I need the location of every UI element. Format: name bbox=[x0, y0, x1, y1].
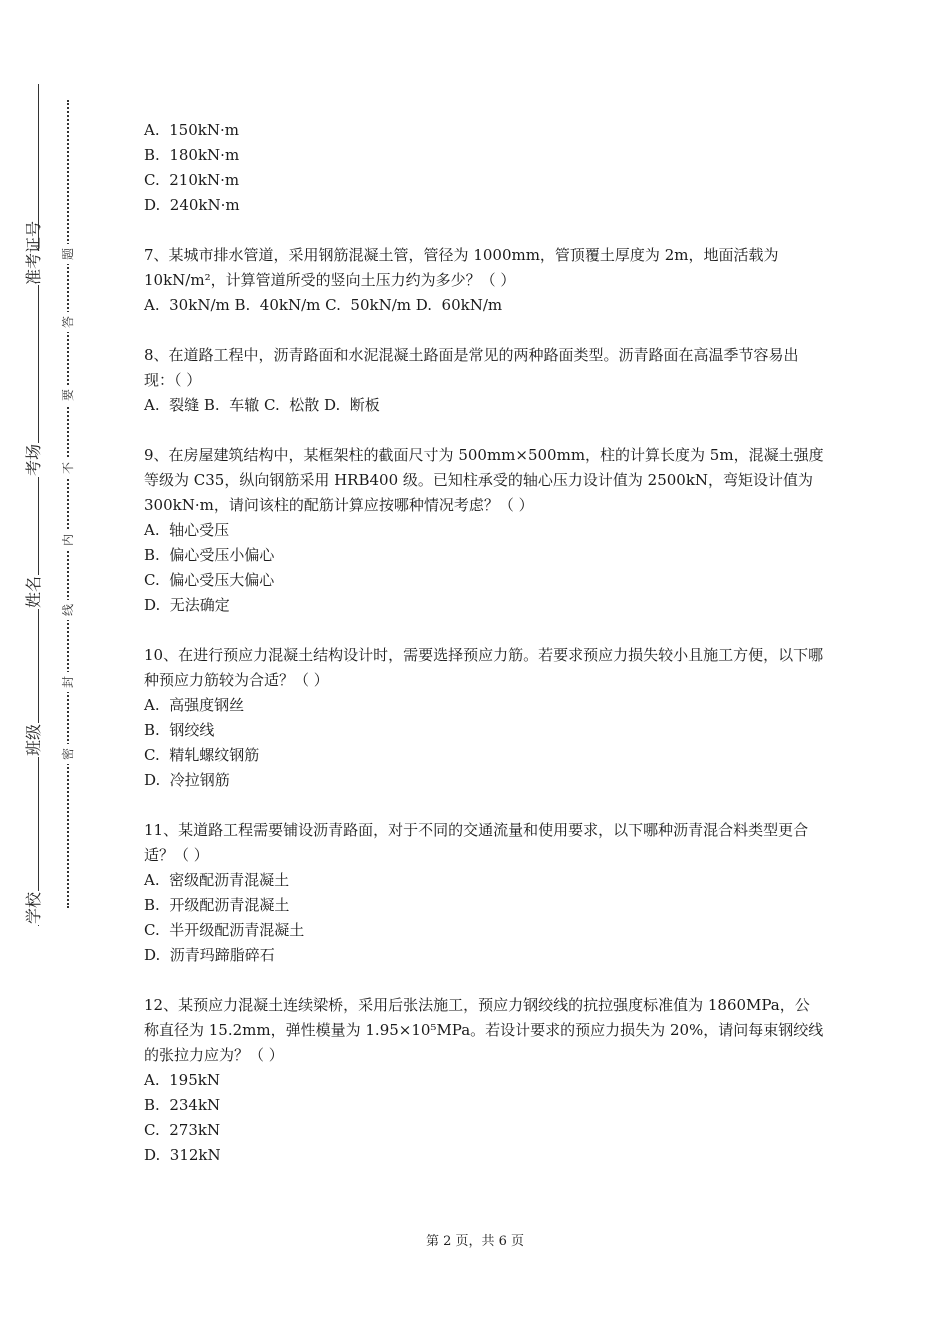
option-a: A. 195kN bbox=[144, 1071, 220, 1089]
question-8 bbox=[144, 343, 824, 418]
option-c: C. 精轧螺纹钢筋 bbox=[144, 746, 260, 764]
option-d: D. 冷拉钢筋 bbox=[144, 771, 230, 789]
option-c: C. 偏心受压大偏心 bbox=[144, 571, 275, 589]
option-d: D. 312kN bbox=[144, 1146, 221, 1164]
exam-room-label: 考场 bbox=[17, 443, 57, 477]
seal-char: 要 bbox=[58, 385, 78, 405]
option-b: B. 钢绞线 bbox=[144, 721, 215, 739]
option-c: C. 210kN·m bbox=[144, 171, 240, 189]
seal-char: 不 bbox=[58, 458, 78, 478]
option-d: D. 240kN·m bbox=[144, 196, 240, 214]
page-number: 第 2 页，共 6 页 bbox=[425, 1234, 525, 1249]
option-b: B. 开级配沥青混凝土 bbox=[144, 896, 290, 914]
question-6-options bbox=[144, 118, 824, 218]
question-text: 7、某城市排水管道，采用钢筋混凝土管，管径为 1000mm，管顶覆土厚度为 2m，地面活载为 10kN/m²，计算管道所受的竖向土压力约为多少？（ ） bbox=[144, 246, 779, 289]
question-text: 9、在房屋建筑结构中，某框架柱的截面尺寸为 500mm×500mm，柱的计算长度为 5m，混凝土强度等级为 C35，纵向钢筋采用 HRB400 级。已知柱承受的轴心压力设计值为 2500kN，弯矩设计值为 300kN·m，请问该柱的配筋计算应按哪种情况考虑？（ ） bbox=[144, 446, 824, 514]
binding-margin bbox=[0, 0, 75, 1344]
question-options-inline: A. 裂缝 B. 车辙 C. 松散 D. 断板 bbox=[144, 396, 380, 414]
seal-char: 内 bbox=[58, 530, 78, 550]
option-b: B. 180kN·m bbox=[144, 146, 240, 164]
question-7 bbox=[144, 243, 824, 318]
exam-number-label: 准考证号 bbox=[17, 251, 57, 285]
seal-dotted-line bbox=[67, 100, 69, 908]
question-10 bbox=[144, 643, 824, 793]
question-text: 10、在进行预应力混凝土结构设计时，需要选择预应力筋。若要求预应力损失较小且施工方便，以下哪种预应力筋较为合适？（ ） bbox=[144, 646, 824, 689]
question-9 bbox=[144, 443, 824, 618]
option-a: A. 密级配沥青混凝土 bbox=[144, 871, 290, 889]
option-d: D. 沥青玛蹄脂碎石 bbox=[144, 946, 275, 964]
option-a: A. 高强度钢丝 bbox=[144, 696, 245, 714]
option-b: B. 偏心受压小偏心 bbox=[144, 546, 275, 564]
option-d: D. 无法确定 bbox=[144, 596, 230, 614]
option-a: A. 150kN·m bbox=[144, 121, 239, 139]
school-label: 学校 bbox=[17, 891, 57, 925]
student-name-label: 姓名 bbox=[17, 575, 57, 609]
option-c: C. 273kN bbox=[144, 1121, 221, 1139]
exam-content bbox=[144, 118, 824, 1168]
question-options-inline: A. 30kN/m B. 40kN/m C. 50kN/m D. 60kN/m bbox=[144, 296, 503, 314]
seal-char: 封 bbox=[58, 672, 78, 692]
option-b: B. 234kN bbox=[144, 1096, 221, 1114]
option-c: C. 半开级配沥青混凝土 bbox=[144, 921, 305, 939]
seal-char: 密 bbox=[58, 744, 78, 764]
question-12 bbox=[144, 993, 824, 1168]
question-text: 11、某道路工程需要铺设沥青路面，对于不同的交通流量和使用要求，以下哪种沥青混合料类型更合适？（ ） bbox=[144, 821, 809, 864]
seal-char: 答 bbox=[58, 312, 78, 332]
option-a: A. 轴心受压 bbox=[144, 521, 230, 539]
question-text: 8、在道路工程中，沥青路面和水泥混凝土路面是常见的两种路面类型。沥青路面在高温季节容易出现：（ ） bbox=[144, 346, 799, 389]
question-text: 12、某预应力混凝土连续梁桥，采用后张法施工，预应力钢绞线的抗拉强度标准值为 1860MPa，公称直径为 15.2mm，弹性模量为 1.95×10⁵MPa。若设计要求的预应力损失为 20%，请问每束钢绞线的张拉力应为？（ ） bbox=[144, 996, 824, 1064]
seal-char: 线 bbox=[58, 600, 78, 620]
seal-char: 题 bbox=[58, 244, 78, 264]
class-label: 班级 bbox=[17, 723, 57, 757]
binding-solid-line bbox=[38, 84, 39, 926]
question-11 bbox=[144, 818, 824, 968]
